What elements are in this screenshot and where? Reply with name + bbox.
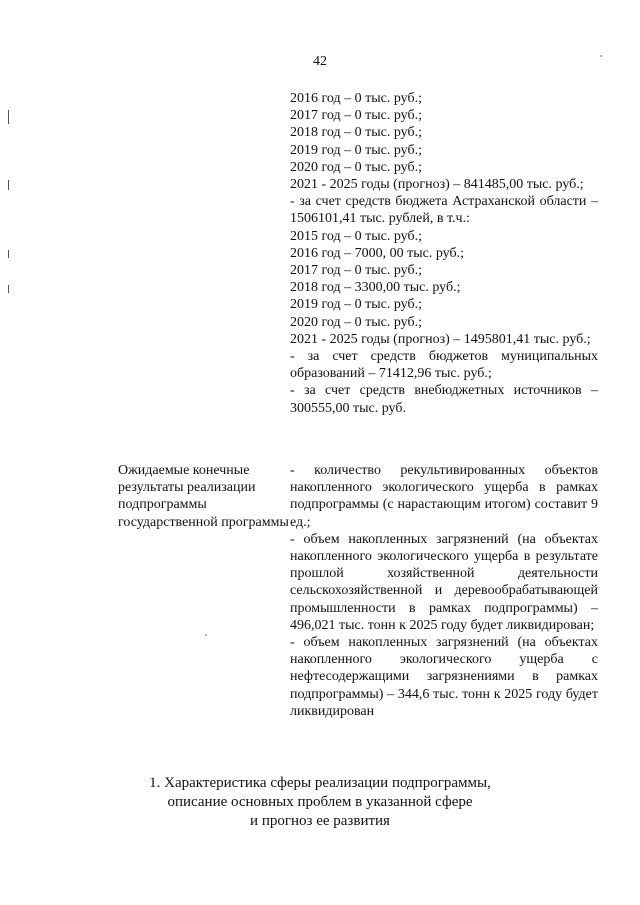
- funding-line: 2020 год – 0 тыс. руб.;: [290, 314, 422, 330]
- scan-dot: [205, 634, 207, 636]
- scan-margin-mark: [8, 110, 9, 124]
- funding-line: 2018 год – 3300,00 тыс. руб.;: [290, 280, 461, 296]
- funding-line: 2016 год – 7000, 00 тыс. руб.;: [290, 245, 464, 261]
- result-item: - количество рекультивированных объектов накопленного экологического ущерба в рамках подпрограммы (с нарастающим итогом) составит 9 ед.;: [290, 463, 598, 530]
- result-item: - объем накопленных загрязнений (на объектах накопленного экологического ущерба с нефтесодержащими загрязнениями в рамках подпрограммы) – 344,6 тыс. тонн к 2025 году будет ликвидирован: [290, 635, 598, 719]
- scan-margin-mark: [8, 285, 9, 293]
- scan-dot: [600, 55, 602, 57]
- result-item: - объем накопленных загрязнений (на объектах накопленного экологического ущерба в результате прошлой хозяйственной деятельности сельскохозяйственной и деревообрабатывающей промышленности в рамках подпрограммы) – 496,021 тыс. тонн к 2025 году будет ликвидирован;: [290, 531, 598, 633]
- results-block: [290, 462, 598, 720]
- funding-line: 2016 год – 0 тыс. руб.;: [290, 91, 422, 106]
- funding-line: 2015 год – 0 тыс. руб.;: [290, 228, 422, 244]
- funding-line: - за счет средств бюджетов муниципальных образований – 71412,96 тыс. руб.;: [290, 349, 598, 382]
- scan-margin-mark: [8, 250, 9, 258]
- funding-line: 2017 год – 0 тыс. руб.;: [290, 263, 422, 279]
- expected-results-label: Ожидаемые конечные результаты реализации подпрограммы государственной программы: [118, 463, 289, 530]
- scan-margin-mark: [8, 180, 9, 190]
- section-heading-line: описание основных проблем в указанной сфере: [167, 794, 473, 810]
- funding-line: - за счет средств бюджета Астраханской области – 1506101,41 тыс. рублей, в т.ч.:: [290, 194, 598, 227]
- funding-line: 2021 - 2025 годы (прогноз) – 1495801,41 тыс. руб.;: [290, 331, 591, 347]
- funding-line: 2018 год – 0 тыс. руб.;: [290, 125, 422, 141]
- funding-line: 2021 - 2025 годы (прогноз) – 841485,00 тыс. руб.;: [290, 177, 584, 193]
- funding-block: [290, 90, 598, 417]
- section-heading: [0, 774, 640, 831]
- funding-line: 2017 год – 0 тыс. руб.;: [290, 108, 422, 124]
- funding-line: 2020 год – 0 тыс. руб.;: [290, 159, 422, 175]
- funding-line: 2019 год – 0 тыс. руб.;: [290, 142, 422, 158]
- funding-line: 2019 год – 0 тыс. руб.;: [290, 297, 422, 313]
- funding-line: - за счет средств внебюджетных источников – 300555,00 тыс. руб.: [290, 383, 598, 416]
- page-number: 42: [313, 54, 327, 69]
- section-heading-line: и прогноз ее развития: [250, 813, 390, 829]
- section-heading-line: 1. Характеристика сферы реализации подпрограммы,: [149, 775, 491, 791]
